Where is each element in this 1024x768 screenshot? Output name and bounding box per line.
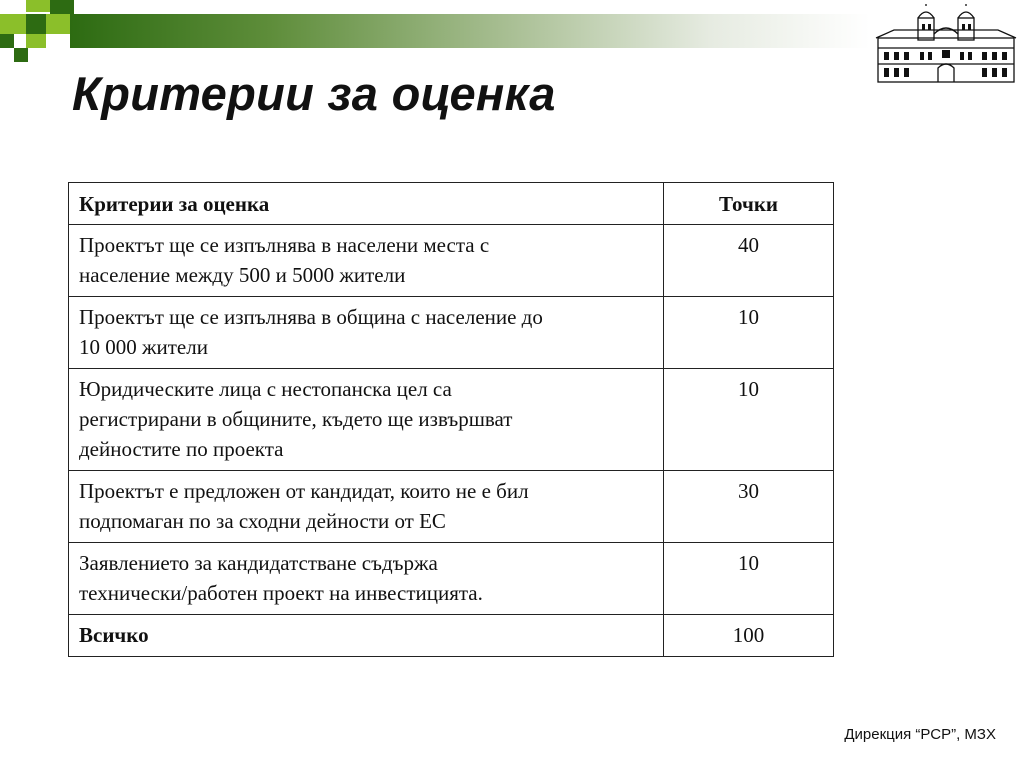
table-row xyxy=(69,225,834,297)
table-header-row xyxy=(69,183,834,225)
criterion-cell xyxy=(69,369,664,471)
total-points: 100 xyxy=(664,615,834,657)
criterion-line: Проектът ще се изпълнява в община с население до xyxy=(79,305,543,329)
header-criteria: Критерии за оценка xyxy=(69,183,664,225)
criterion-line: 10 000 жители xyxy=(79,335,208,359)
building-engraving-icon xyxy=(874,4,1018,86)
points-cell: 30 xyxy=(664,471,834,543)
criterion-line: дейностите по проекта xyxy=(79,437,284,461)
points-cell: 10 xyxy=(664,369,834,471)
footer-text: Дирекция “РСР”, МЗХ xyxy=(844,726,996,743)
table-row xyxy=(69,297,834,369)
criterion-cell xyxy=(69,471,664,543)
table-row xyxy=(69,369,834,471)
page-title: Критерии за оценка xyxy=(72,67,556,120)
criterion-line: подпомаган по за сходни дейности от ЕС xyxy=(79,509,446,533)
points-cell: 10 xyxy=(664,297,834,369)
points-cell: 10 xyxy=(664,543,834,615)
total-label: Всичко xyxy=(69,615,664,657)
criterion-line: регистрирани в общините, където ще извършват xyxy=(79,407,513,431)
criterion-line: Заявлението за кандидатстване съдържа xyxy=(79,551,438,575)
criterion-line: Проектът е предложен от кандидат, които не е бил xyxy=(79,479,529,503)
criterion-line: Юридическите лица с нестопанска цел са xyxy=(79,377,452,401)
criterion-line: население между 500 и 5000 жители xyxy=(79,263,406,287)
criterion-cell xyxy=(69,543,664,615)
table-row xyxy=(69,471,834,543)
criterion-line: технически/работен проект на инвестицията. xyxy=(79,581,483,605)
header-points: Точки xyxy=(664,183,834,225)
table-total-row xyxy=(69,615,834,657)
criteria-table xyxy=(68,182,834,657)
criterion-cell xyxy=(69,225,664,297)
title-decoration-band xyxy=(70,14,870,48)
criterion-cell xyxy=(69,297,664,369)
table-row xyxy=(69,543,834,615)
criterion-line: Проектът ще се изпълнява в населени места с xyxy=(79,233,490,257)
points-cell: 40 xyxy=(664,225,834,297)
